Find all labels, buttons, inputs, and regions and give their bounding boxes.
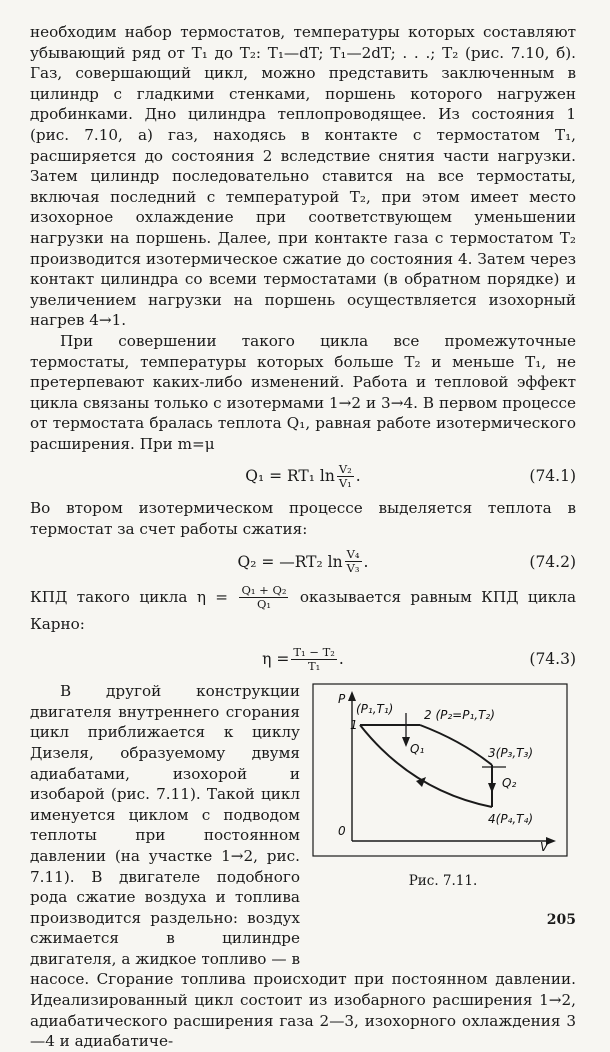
eq3-numerator: T₁ − T₂ xyxy=(293,644,335,659)
state-3-label: 3(P₃,T₃) xyxy=(488,746,533,760)
equation-74-2 xyxy=(30,540,576,584)
eq2-tail: . xyxy=(363,552,369,571)
equation-74-3 xyxy=(30,637,576,681)
paragraph-2: При совершении такого цикла все промежуточные термостаты, температуры которых больше T₂ и меньше T₁, не претерпевают каких-либо изменений. Работа и тепловой эффект цикла связаны только с изотермами 1→2 и 3→4. В первом процессе от термостата бралась теплота Q₁, равная работе изотермического расширения. При m=μ xyxy=(30,331,576,453)
origin-label: 0 xyxy=(338,824,346,838)
eq1-tail: . xyxy=(355,467,361,486)
eq3-denominator: T₁ xyxy=(307,658,321,673)
paragraph-4 xyxy=(30,584,576,638)
eq3-tail: . xyxy=(338,650,344,669)
eq1-fraction xyxy=(337,463,354,490)
kpd-text-2: оказывается равным КПД цикла Карно: xyxy=(30,587,577,634)
eq2-fraction xyxy=(345,548,362,575)
kpd-text: КПД такого цикла η = xyxy=(30,587,229,606)
paragraph-3: Во втором изотермическом процессе выделяется теплота в термостат за счет работы сжатия: xyxy=(30,499,576,539)
eq3-lhs: η = xyxy=(262,650,290,669)
paragraph-5: В другой конструкции двигателя внутреннего сгорания цикл приближается к циклу Дизеля, образуемому двумя адиабатами, изохорой и изобарой (рис. 7.11). Такой цикл именуется циклом с подводом теплоты при постоянном давлении (на участке 1→2, рис. 7.11). В двигателе подобного рода сжатие воздуха и топлива производится раздельно: воздух сжимается в цилиндре двигателя, а жидкое топливо — в насосе. Сгорание топлива происходит при постоянном давлении. Идеализированный цикл состоит из изобарного расширения 1→2, адиабатического расширения газа 2—3, изохорного охлаждения 3—4 и адиабатиче- xyxy=(30,682,576,1051)
q2-label: Q₂ xyxy=(502,776,517,790)
eq3-fraction xyxy=(291,646,337,673)
state-2-label: 2 (P₂=P₁,T₂) xyxy=(424,708,495,722)
paragraph-1: необходим набор термостатов, температуры которых составляют убывающий ряд от T₁ до T₂: T₁—dT; T₁—2dT; . . .; T₂ (рис. 7.10, б). Газ, совершающий цикл, можно представить заключенным в цилиндр с гладкими стенками, поршень которого нагружен дробинками. Дно цилиндра теплопроводящее. Из состояния 1 (рис. 7.10, а) газ, находясь в контакте с термостатом T₁, расширяется до состояния 2 вследствие снятия части нагрузки. Затем цилиндр последовательно ставится на все термостаты, включая последний с температурой T₂, при этом имеет место изохорное охлаждение при соответствующем уменьшении нагрузки на поршень. Далее, при контакте газа с термостатом T₂ производится изотермическое сжатие до состояния 4. Затем через контакт цилиндра со всеми термостатами (в обратном порядке) и увеличением нагрузки на поршень осуществляется изохорный нагрев 4→1. xyxy=(30,23,576,330)
state-1-number: 1 xyxy=(350,718,358,732)
eq1-lhs: Q₁ = RT₁ ln xyxy=(245,467,335,486)
eq1-label: (74.1) xyxy=(529,467,576,486)
diesel-cycle-diagram xyxy=(312,683,574,863)
figure-caption: Рис. 7.11. xyxy=(408,873,478,889)
eq2-label: (74.2) xyxy=(529,552,576,571)
state-4-label: 4(P₄,T₄) xyxy=(488,812,533,826)
eq1-denominator: V₁ xyxy=(338,475,352,490)
figure-7-11 xyxy=(312,683,574,889)
page-number: 205 xyxy=(546,912,576,928)
eq2-lhs: Q₂ = —RT₂ ln xyxy=(237,552,343,571)
kpd-denominator: Q₁ xyxy=(256,597,271,612)
v-axis-label: V xyxy=(540,840,549,854)
q1-label: Q₁ xyxy=(410,742,425,756)
page-body xyxy=(30,22,576,1052)
eq2-numerator: V₄ xyxy=(346,547,360,562)
state-1-coord: (P₁,T₁) xyxy=(356,702,394,716)
p-axis-label: P xyxy=(338,692,346,706)
eq3-label: (74.3) xyxy=(529,650,576,669)
kpd-numerator: Q₁ + Q₂ xyxy=(241,583,287,598)
eq1-numerator: V₂ xyxy=(338,461,352,476)
equation-74-1 xyxy=(30,454,576,498)
eq2-denominator: V₃ xyxy=(346,561,360,576)
kpd-fraction xyxy=(239,584,288,611)
